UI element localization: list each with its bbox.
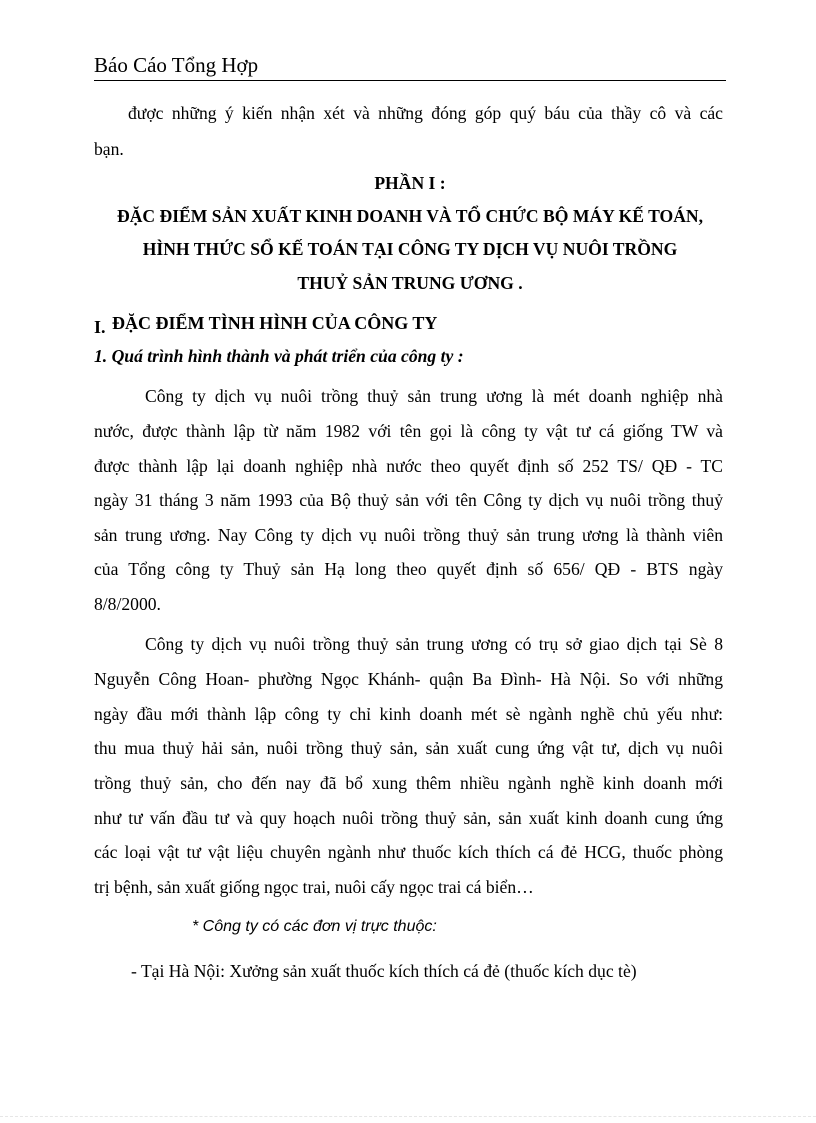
page-bottom-divider [0, 1116, 816, 1117]
paragraph-2-line: các loại vật tư vật liệu chuyên ngành như thuốc kích thích cá đẻ HCG, thuốc phòng [94, 842, 723, 862]
paragraph-1-line: nước, được thành lập từ năm 1982 với tên gọi là công ty vật tư cá giống TW và [94, 421, 723, 441]
section-heading: ĐẶC ĐIỂM TÌNH HÌNH CỦA CÔNG TY [112, 313, 438, 333]
part-title-line-1: ĐẶC ĐIỂM SẢN XUẤT KINH DOANH VÀ TỔ CHỨC BỘ MÁY KẾ TOÁN, [116, 206, 704, 226]
paragraph-2-line: Công ty dịch vụ nuôi trồng thuỷ sản trung ương có trụ sở giao dịch tại Sè 8 [145, 634, 723, 654]
sub-heading: 1. Quá trình hình thành và phát triển của công ty : [94, 346, 464, 366]
paragraph-2-line: trồng thuỷ sản, cho đến nay đã bổ xung thêm nhiều ngành nghề kinh doanh mới [94, 773, 723, 793]
paragraph-2-line: ngày đầu mới thành lập công ty chỉ kinh doanh mét sè ngành nghề chủ yếu như: [94, 704, 723, 724]
intro-line-1: được những ý kiến nhận xét và những đóng góp quý báu của thầy cô và các [128, 103, 723, 123]
section-roman-numeral: I. [94, 317, 106, 337]
paragraph-2-line: như tư vấn đầu tư và quy hoạch nuôi trồng thuỷ sản, sản xuất kinh doanh cung ứng [94, 808, 723, 828]
paragraph-1-line: ngày 31 tháng 3 năm 1993 của Bộ thuỷ sản với tên Công ty dịch vụ nuôi trồng thuỷ [94, 490, 723, 510]
header-title: Báo Cáo Tổng Hợp [94, 53, 259, 77]
paragraph-2-line: trị bệnh, sản xuất giống ngọc trai, nuôi cấy ngọc trai cá biển… [94, 877, 534, 897]
intro-line-2: bạn. [94, 139, 124, 159]
paragraph-2-line: thu mua thuỷ hải sản, nuôi trồng thuỷ sản, sản xuất cung ứng vật tư, dịch vụ nuôi [94, 738, 723, 758]
paragraph-1-line: của Tổng công ty Thuỷ sản Hạ long theo quyết định số 656/ QĐ - BTS ngày [94, 559, 723, 579]
page-header [94, 52, 726, 81]
paragraph-1-line: sản trung ương. Nay Công ty dịch vụ nuôi trồng thuỷ sản trung ương là thành viên [94, 525, 723, 545]
part-label: PHẦN I : [374, 173, 446, 193]
units-item-hanoi: - Tại Hà Nội: Xưởng sản xuất thuốc kích thích cá đẻ (thuốc kích dục tè) [131, 961, 637, 981]
units-heading: * Công ty có các đơn vị trực thuộc: [192, 918, 437, 935]
part-title-line-3: THUỶ SẢN TRUNG ƯƠNG . [297, 273, 523, 293]
paragraph-1-line: được thành lập lại doanh nghiệp nhà nước theo quyết định số 252 TS/ QĐ - TC [94, 456, 723, 476]
paragraph-1-line: Công ty dịch vụ nuôi trồng thuỷ sản trung ương là mét doanh nghiệp nhà [145, 386, 723, 406]
paragraph-1-line: 8/8/2000. [94, 594, 161, 614]
part-title-line-2: HÌNH THỨC SỔ KẾ TOÁN TẠI CÔNG TY DỊCH VỤ NUÔI TRỒNG [142, 239, 678, 259]
paragraph-2-line: Nguyễn Công Hoan- phường Ngọc Khánh- quận Ba Đình- Hà Nội. So với những [94, 669, 723, 689]
section-roman [94, 313, 438, 337]
